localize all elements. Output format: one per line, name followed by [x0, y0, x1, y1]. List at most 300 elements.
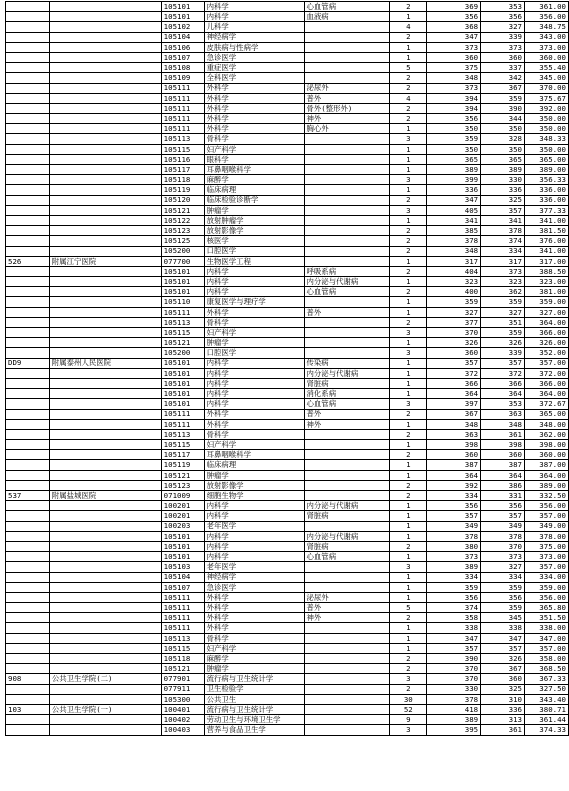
- avg-score-cell: 355.40: [524, 63, 568, 73]
- avg-score-cell: 387.00: [524, 460, 568, 470]
- table-row: [6, 114, 569, 124]
- direction-cell: [304, 460, 390, 470]
- min-score-cell: 326: [481, 338, 525, 348]
- enrolled-count-cell: 1: [390, 12, 427, 22]
- major-code-cell: 105200: [161, 348, 204, 358]
- direction-cell: [304, 175, 390, 185]
- unit-code-cell: [6, 511, 50, 521]
- major-code-cell: 105111: [161, 103, 204, 113]
- table-row: [6, 541, 569, 551]
- enrolled-count-cell: 1: [390, 531, 427, 541]
- major-code-cell: 100203: [161, 521, 204, 531]
- enrolled-count-cell: 1: [390, 124, 427, 134]
- min-score-cell: 351: [481, 317, 525, 327]
- major-code-cell: 105101: [161, 399, 204, 409]
- unit-code-cell: [6, 399, 50, 409]
- min-score-cell: 378: [481, 226, 525, 236]
- major-code-cell: 105108: [161, 63, 204, 73]
- avg-score-cell: 376.00: [524, 236, 568, 246]
- max-score-cell: 359: [427, 297, 481, 307]
- min-score-cell: 357: [481, 358, 525, 368]
- table-row: [6, 256, 569, 266]
- table-row: [6, 175, 569, 185]
- avg-score-cell: 370.00: [524, 83, 568, 93]
- enrolled-count-cell: 2: [390, 429, 427, 439]
- major-name-cell: 内科学: [204, 368, 304, 378]
- max-score-cell: 394: [427, 103, 481, 113]
- enrolled-count-cell: 2: [390, 541, 427, 551]
- direction-cell: [304, 582, 390, 592]
- unit-name-cell: [49, 450, 161, 460]
- min-score-cell: 356: [481, 592, 525, 602]
- unit-code-cell: [6, 521, 50, 531]
- unit-code-cell: [6, 694, 50, 704]
- direction-cell: 普外: [304, 603, 390, 613]
- direction-cell: [304, 144, 390, 154]
- unit-name-cell: [49, 42, 161, 52]
- max-score-cell: 369: [427, 2, 481, 12]
- major-name-cell: 生物医学工程: [204, 256, 304, 266]
- direction-cell: [304, 205, 390, 215]
- unit-name-cell: [49, 165, 161, 175]
- direction-cell: [304, 195, 390, 205]
- major-code-cell: 100401: [161, 704, 204, 714]
- unit-name-cell: [49, 419, 161, 429]
- enrolled-count-cell: 1: [390, 277, 427, 287]
- major-code-cell: 105107: [161, 582, 204, 592]
- major-code-cell: 105116: [161, 154, 204, 164]
- max-score-cell: 370: [427, 664, 481, 674]
- enrolled-count-cell: 1: [390, 368, 427, 378]
- direction-cell: [304, 643, 390, 653]
- major-code-cell: 071009: [161, 491, 204, 501]
- unit-name-cell: [49, 399, 161, 409]
- max-score-cell: 375: [427, 63, 481, 73]
- major-name-cell: 急诊医学: [204, 582, 304, 592]
- major-code-cell: 105101: [161, 12, 204, 22]
- major-name-cell: 外科学: [204, 613, 304, 623]
- major-name-cell: 老年医学: [204, 521, 304, 531]
- max-score-cell: 364: [427, 389, 481, 399]
- unit-name-cell: [49, 378, 161, 388]
- avg-score-cell: 368.50: [524, 664, 568, 674]
- avg-score-cell: 338.00: [524, 623, 568, 633]
- table-row: [6, 674, 569, 684]
- major-code-cell: 105101: [161, 368, 204, 378]
- max-score-cell: 348: [427, 419, 481, 429]
- enrolled-count-cell: 1: [390, 623, 427, 633]
- unit-name-cell: [49, 103, 161, 113]
- table-row: [6, 623, 569, 633]
- min-score-cell: 317: [481, 256, 525, 266]
- unit-name-cell: [49, 22, 161, 32]
- min-score-cell: 361: [481, 725, 525, 735]
- major-name-cell: 临床检验诊断学: [204, 195, 304, 205]
- avg-score-cell: 364.00: [524, 470, 568, 480]
- table-row: [6, 511, 569, 521]
- table-row: [6, 409, 569, 419]
- max-score-cell: 373: [427, 552, 481, 562]
- enrolled-count-cell: 1: [390, 215, 427, 225]
- unit-name-cell: [49, 623, 161, 633]
- direction-cell: [304, 317, 390, 327]
- major-code-cell: 105118: [161, 654, 204, 664]
- major-name-cell: 肿瘤学: [204, 338, 304, 348]
- unit-code-cell: [6, 684, 50, 694]
- enrolled-count-cell: 1: [390, 185, 427, 195]
- major-name-cell: 重症医学: [204, 63, 304, 73]
- min-score-cell: 325: [481, 195, 525, 205]
- min-score-cell: 387: [481, 460, 525, 470]
- avg-score-cell: 361.44: [524, 715, 568, 725]
- major-code-cell: 077700: [161, 256, 204, 266]
- max-score-cell: 387: [427, 460, 481, 470]
- avg-score-cell: 392.00: [524, 103, 568, 113]
- max-score-cell: 404: [427, 266, 481, 276]
- table-row: [6, 348, 569, 358]
- unit-name-cell: [49, 592, 161, 602]
- min-score-cell: 398: [481, 440, 525, 450]
- major-name-cell: 劳动卫生与环境卫生学: [204, 715, 304, 725]
- unit-name-cell: [49, 643, 161, 653]
- min-score-cell: 323: [481, 277, 525, 287]
- min-score-cell: 390: [481, 103, 525, 113]
- major-name-cell: 流行病与卫生统计学: [204, 704, 304, 714]
- major-name-cell: 内科学: [204, 501, 304, 511]
- major-name-cell: 内科学: [204, 541, 304, 551]
- min-score-cell: 330: [481, 175, 525, 185]
- major-code-cell: 105104: [161, 32, 204, 42]
- enrolled-count-cell: 1: [390, 511, 427, 521]
- max-score-cell: 374: [427, 603, 481, 613]
- unit-code-cell: [6, 429, 50, 439]
- major-name-cell: 骨科学: [204, 317, 304, 327]
- table-row: [6, 215, 569, 225]
- unit-code-cell: [6, 266, 50, 276]
- table-row: [6, 521, 569, 531]
- major-code-cell: 105118: [161, 175, 204, 185]
- min-score-cell: 365: [481, 154, 525, 164]
- direction-cell: [304, 165, 390, 175]
- unit-name-cell: [49, 236, 161, 246]
- unit-name-cell: [49, 124, 161, 134]
- unit-name-cell: [49, 12, 161, 22]
- major-name-cell: 外科学: [204, 419, 304, 429]
- major-code-cell: 105101: [161, 552, 204, 562]
- direction-cell: 肾脏病: [304, 541, 390, 551]
- unit-name-cell: 公共卫生学院(一): [49, 704, 161, 714]
- max-score-cell: 363: [427, 429, 481, 439]
- unit-name-cell: [49, 114, 161, 124]
- major-code-cell: 105111: [161, 613, 204, 623]
- unit-name-cell: [49, 83, 161, 93]
- major-code-cell: 105101: [161, 378, 204, 388]
- enrolled-count-cell: 1: [390, 643, 427, 653]
- min-score-cell: 357: [481, 205, 525, 215]
- major-code-cell: 105101: [161, 277, 204, 287]
- enrolled-count-cell: 1: [390, 521, 427, 531]
- max-score-cell: 368: [427, 22, 481, 32]
- min-score-cell: 336: [481, 185, 525, 195]
- avg-score-cell: 360.00: [524, 52, 568, 62]
- avg-score-cell: 375.67: [524, 93, 568, 103]
- major-code-cell: 105101: [161, 358, 204, 368]
- unit-code-cell: [6, 73, 50, 83]
- enrolled-count-cell: 2: [390, 480, 427, 490]
- table-row: [6, 389, 569, 399]
- major-name-cell: 内科学: [204, 552, 304, 562]
- direction-cell: [304, 134, 390, 144]
- unit-name-cell: [49, 205, 161, 215]
- enrolled-count-cell: 1: [390, 501, 427, 511]
- avg-score-cell: 361.00: [524, 2, 568, 12]
- avg-score-cell: 381.00: [524, 287, 568, 297]
- unit-code-cell: [6, 409, 50, 419]
- min-score-cell: 361: [481, 429, 525, 439]
- enrolled-count-cell: 3: [390, 134, 427, 144]
- avg-score-cell: 359.00: [524, 582, 568, 592]
- unit-code-cell: [6, 348, 50, 358]
- avg-score-cell: 351.50: [524, 613, 568, 623]
- direction-cell: [304, 633, 390, 643]
- major-name-cell: 外科学: [204, 592, 304, 602]
- table-row: [6, 2, 569, 12]
- major-code-cell: 105106: [161, 42, 204, 52]
- enrolled-count-cell: 1: [390, 552, 427, 562]
- unit-code-cell: [6, 124, 50, 134]
- table-row: [6, 32, 569, 42]
- major-name-cell: 内科学: [204, 389, 304, 399]
- major-name-cell: 妇产科学: [204, 440, 304, 450]
- major-code-cell: 105111: [161, 114, 204, 124]
- major-code-cell: 105125: [161, 236, 204, 246]
- unit-name-cell: [49, 266, 161, 276]
- major-code-cell: 105113: [161, 429, 204, 439]
- unit-code-cell: [6, 338, 50, 348]
- max-score-cell: 350: [427, 144, 481, 154]
- unit-code-cell: [6, 277, 50, 287]
- min-score-cell: 350: [481, 144, 525, 154]
- major-code-cell: 105103: [161, 562, 204, 572]
- major-name-cell: 外科学: [204, 83, 304, 93]
- unit-code-cell: [6, 317, 50, 327]
- enrolled-count-cell: 1: [390, 338, 427, 348]
- direction-cell: [304, 236, 390, 246]
- direction-cell: [304, 654, 390, 664]
- min-score-cell: 356: [481, 12, 525, 22]
- max-score-cell: 392: [427, 480, 481, 490]
- enrolled-count-cell: 1: [390, 144, 427, 154]
- min-score-cell: 389: [481, 165, 525, 175]
- avg-score-cell: 327.50: [524, 684, 568, 694]
- avg-score-cell: 389.00: [524, 480, 568, 490]
- enrolled-count-cell: 3: [390, 205, 427, 215]
- enrolled-count-cell: 2: [390, 684, 427, 694]
- major-name-cell: 骨科学: [204, 633, 304, 643]
- table-row: [6, 287, 569, 297]
- avg-score-cell: 357.00: [524, 643, 568, 653]
- major-code-cell: 105107: [161, 52, 204, 62]
- avg-score-cell: 326.00: [524, 338, 568, 348]
- unit-code-cell: [6, 552, 50, 562]
- unit-code-cell: [6, 562, 50, 572]
- max-score-cell: 373: [427, 42, 481, 52]
- min-score-cell: 313: [481, 715, 525, 725]
- direction-cell: [304, 704, 390, 714]
- max-score-cell: 405: [427, 205, 481, 215]
- avg-score-cell: 345.00: [524, 73, 568, 83]
- table-row: [6, 154, 569, 164]
- max-score-cell: 397: [427, 399, 481, 409]
- major-name-cell: 内科学: [204, 531, 304, 541]
- enrolled-count-cell: 1: [390, 470, 427, 480]
- major-code-cell: 105101: [161, 389, 204, 399]
- unit-code-cell: [6, 307, 50, 317]
- max-score-cell: 400: [427, 287, 481, 297]
- unit-code-cell: [6, 93, 50, 103]
- admission-score-table: [5, 1, 569, 736]
- unit-code-cell: [6, 42, 50, 52]
- unit-code-cell: [6, 664, 50, 674]
- table-row: [6, 592, 569, 602]
- major-name-cell: 内科学: [204, 378, 304, 388]
- direction-cell: [304, 226, 390, 236]
- min-score-cell: 360: [481, 450, 525, 460]
- direction-cell: [304, 694, 390, 704]
- unit-code-cell: [6, 378, 50, 388]
- max-score-cell: 347: [427, 633, 481, 643]
- direction-cell: 血液病: [304, 12, 390, 22]
- enrolled-count-cell: 1: [390, 460, 427, 470]
- table-row: [6, 226, 569, 236]
- min-score-cell: 348: [481, 419, 525, 429]
- min-score-cell: 373: [481, 552, 525, 562]
- table-row: [6, 134, 569, 144]
- enrolled-count-cell: 2: [390, 73, 427, 83]
- max-score-cell: 317: [427, 256, 481, 266]
- unit-code-cell: [6, 205, 50, 215]
- direction-cell: [304, 348, 390, 358]
- unit-code-cell: [6, 12, 50, 22]
- min-score-cell: 364: [481, 470, 525, 480]
- min-score-cell: 349: [481, 521, 525, 531]
- unit-name-cell: [49, 470, 161, 480]
- direction-cell: 泌尿外: [304, 592, 390, 602]
- unit-name-cell: 附属泰州人民医院: [49, 358, 161, 368]
- max-score-cell: 357: [427, 511, 481, 521]
- max-score-cell: 356: [427, 501, 481, 511]
- table-row: [6, 358, 569, 368]
- unit-name-cell: [49, 175, 161, 185]
- avg-score-cell: 323.00: [524, 277, 568, 287]
- enrolled-count-cell: 2: [390, 664, 427, 674]
- enrolled-count-cell: 1: [390, 307, 427, 317]
- unit-name-cell: [49, 195, 161, 205]
- max-score-cell: 348: [427, 73, 481, 83]
- min-score-cell: 363: [481, 409, 525, 419]
- min-score-cell: 374: [481, 236, 525, 246]
- table-row: [6, 12, 569, 22]
- table-row: [6, 42, 569, 52]
- unit-name-cell: [49, 664, 161, 674]
- enrolled-count-cell: 4: [390, 93, 427, 103]
- avg-score-cell: 362.00: [524, 429, 568, 439]
- direction-cell: [304, 22, 390, 32]
- table-row: [6, 613, 569, 623]
- major-name-cell: 康复医学与理疗学: [204, 297, 304, 307]
- table-row: [6, 491, 569, 501]
- direction-cell: [304, 725, 390, 735]
- unit-name-cell: [49, 582, 161, 592]
- direction-cell: 呼吸系病: [304, 266, 390, 276]
- avg-score-cell: 388.50: [524, 266, 568, 276]
- major-code-cell: 105111: [161, 124, 204, 134]
- major-code-cell: 105117: [161, 450, 204, 460]
- major-code-cell: 100402: [161, 715, 204, 725]
- unit-name-cell: [49, 603, 161, 613]
- direction-cell: [304, 674, 390, 684]
- major-name-cell: 妇产科学: [204, 643, 304, 653]
- major-name-cell: 麻醉学: [204, 654, 304, 664]
- table-row: [6, 328, 569, 338]
- avg-score-cell: 341.00: [524, 246, 568, 256]
- min-score-cell: 370: [481, 541, 525, 551]
- major-name-cell: 内科学: [204, 266, 304, 276]
- major-code-cell: 105115: [161, 328, 204, 338]
- major-name-cell: 内科学: [204, 277, 304, 287]
- max-score-cell: 395: [427, 725, 481, 735]
- max-score-cell: 372: [427, 368, 481, 378]
- major-code-cell: 105110: [161, 297, 204, 307]
- min-score-cell: 334: [481, 246, 525, 256]
- unit-name-cell: [49, 633, 161, 643]
- major-code-cell: 105111: [161, 409, 204, 419]
- max-score-cell: 365: [427, 154, 481, 164]
- major-code-cell: 105111: [161, 592, 204, 602]
- enrolled-count-cell: 1: [390, 389, 427, 399]
- max-score-cell: 347: [427, 195, 481, 205]
- table-row: [6, 277, 569, 287]
- min-score-cell: 337: [481, 63, 525, 73]
- enrolled-count-cell: 2: [390, 613, 427, 623]
- max-score-cell: 359: [427, 582, 481, 592]
- max-score-cell: 323: [427, 277, 481, 287]
- enrolled-count-cell: 2: [390, 2, 427, 12]
- enrolled-count-cell: 1: [390, 419, 427, 429]
- unit-name-cell: [49, 348, 161, 358]
- unit-code-cell: [6, 480, 50, 490]
- unit-code-cell: [6, 643, 50, 653]
- unit-code-cell: [6, 572, 50, 582]
- avg-score-cell: 364.00: [524, 389, 568, 399]
- direction-cell: 普外: [304, 409, 390, 419]
- enrolled-count-cell: 2: [390, 409, 427, 419]
- max-score-cell: 367: [427, 409, 481, 419]
- major-code-cell: 105120: [161, 195, 204, 205]
- major-code-cell: 077901: [161, 674, 204, 684]
- max-score-cell: 330: [427, 684, 481, 694]
- avg-score-cell: 356.00: [524, 592, 568, 602]
- unit-code-cell: [6, 715, 50, 725]
- major-name-cell: 妇产科学: [204, 144, 304, 154]
- direction-cell: [304, 297, 390, 307]
- min-score-cell: 353: [481, 2, 525, 12]
- direction-cell: 肾脏病: [304, 511, 390, 521]
- unit-code-cell: [6, 154, 50, 164]
- unit-name-cell: [49, 2, 161, 12]
- direction-cell: [304, 572, 390, 582]
- table-row: [6, 307, 569, 317]
